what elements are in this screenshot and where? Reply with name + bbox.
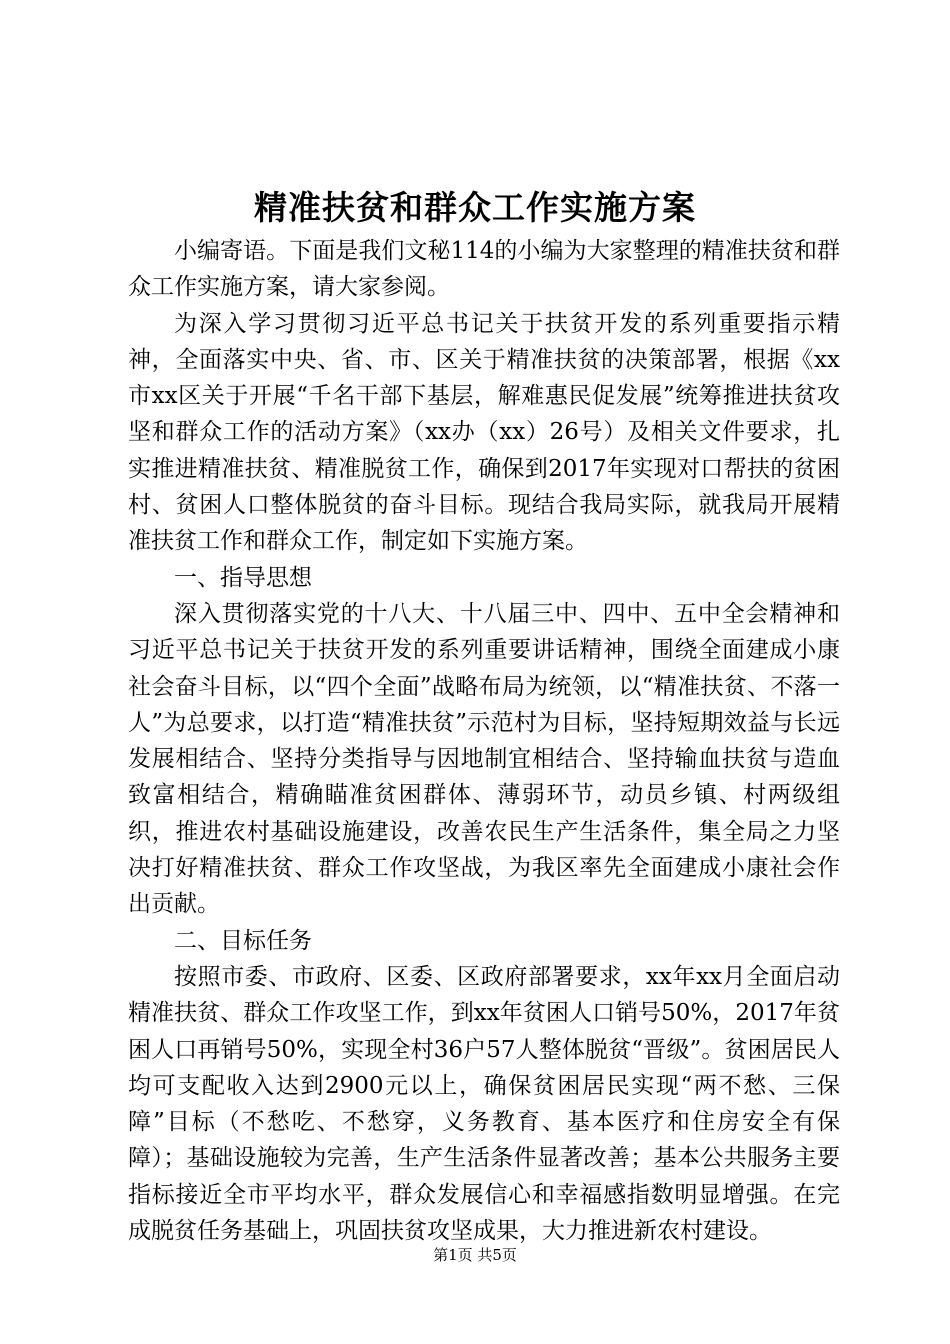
- section-heading-targets: 二、目标任务: [174, 927, 312, 954]
- section-heading-guiding-thought: 一、指导思想: [174, 564, 312, 591]
- intro-paragraph: 小编寄语。下面是我们文秘114的小编为大家整理的精准扶贫和群众工作实施方案，请大家参阅。: [128, 238, 840, 301]
- background-paragraph: 为深入学习贯彻习近平总书记关于扶贫开发的系列重要指示精神，全面落实中央、省、市、区关于精准扶贫的决策部署，根据《xx市xx区关于开展“千名干部下基层，解难惠民促发展”统筹推进扶贫攻坚和群众工作的活动方案》（xx办（xx）26号）及相关文件要求，扎实推进精准扶贫、精准脱贫工作，确保到2017年实现对口帮扶的贫困村、贫困人口整体脱贫的奋斗目标。现结合我局实际，就我局开展精准扶贫工作和群众工作，制定如下实施方案。: [128, 310, 840, 555]
- targets-paragraph: 按照市委、市政府、区委、区政府部署要求，xx年xx月全面启动精准扶贫、群众工作攻坚工作，到xx年贫困人口销号50%，2017年贫困人口再销号50%，实现全村36户57人整体脱贫“晋级”。贫困居民人均可支配收入达到2900元以上，确保贫困居民实现“两不愁、三保障”目标（不愁吃、不愁穿，义务教育、基本医疗和住房安全有保障）；基础设施较为完善，生产生活条件显著改善；基本公共服务主要指标接近全市平均水平，群众发展信心和幸福感指数明显增强。在完成脱贫任务基础上，巩固扶贫攻坚成果，大力推进新农村建设。: [128, 963, 840, 1245]
- document-body: [128, 233, 840, 1249]
- guiding-thought-paragraph: 深入贯彻落实党的十八大、十八届三中、四中、五中全会精神和习近平总书记关于扶贫开发的系列重要讲话精神，围绕全面建成小康社会奋斗目标，以“四个全面”战略布局为统领，以“精准扶贫、不落一人”为总要求，以打造“精准扶贫”示范村为目标，坚持短期效益与长远发展相结合、坚持分类指导与因地制宜相结合、坚持输血扶贫与造血致富相结合，精确瞄准贫困群体、薄弱环节，动员乡镇、村两级组织，推进农村基础设施建设，改善农民生产生活条件，集全局之力坚决打好精准扶贫、群众工作攻坚战，为我区率先全面建成小康社会作出贡献。: [128, 600, 840, 918]
- document-title: 精准扶贫和群众工作实施方案: [254, 188, 696, 227]
- page-number-footer: 第1页 共5页: [433, 1246, 517, 1264]
